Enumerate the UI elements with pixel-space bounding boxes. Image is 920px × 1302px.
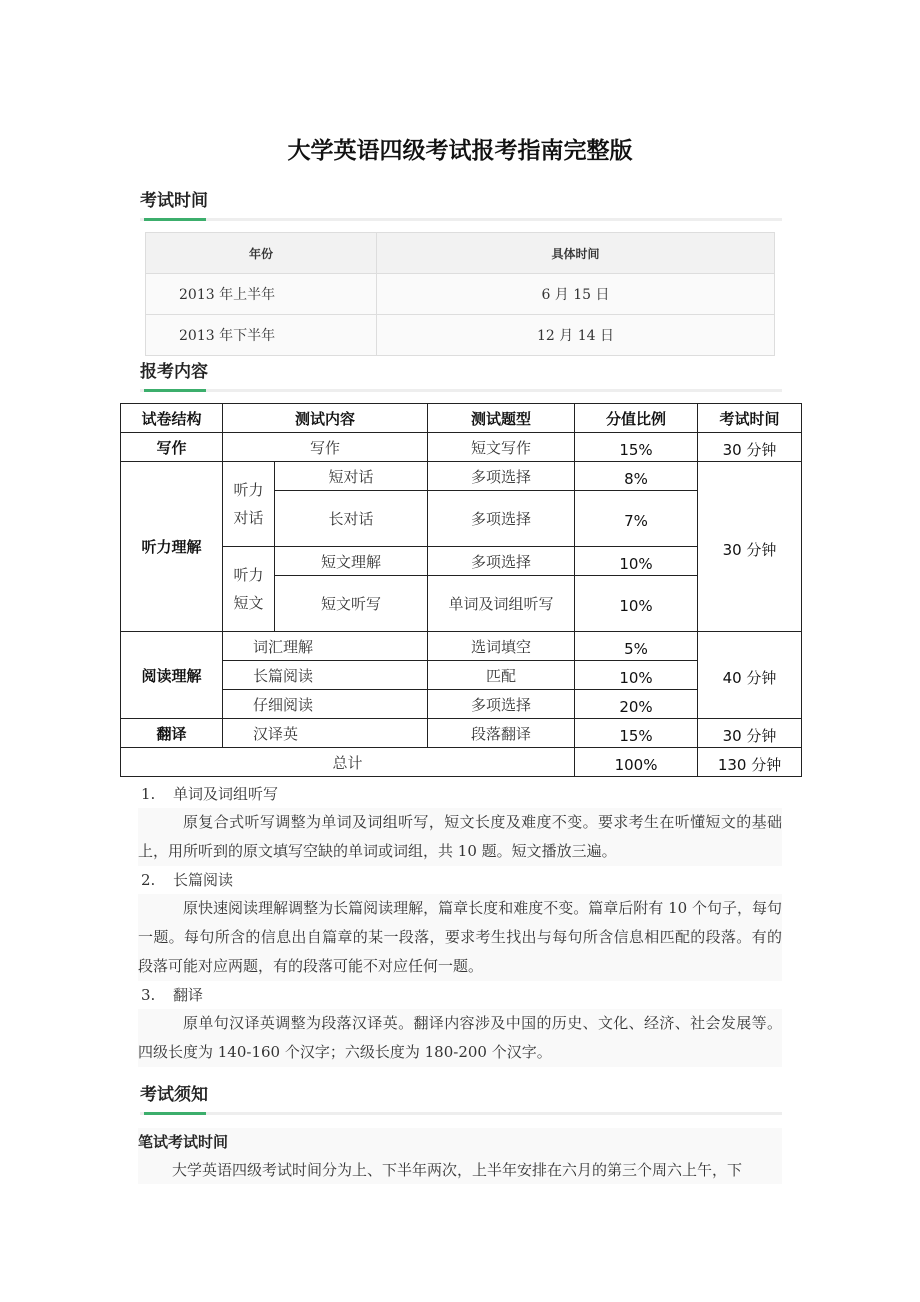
type-cell: 多项选择 (428, 491, 575, 547)
ratio-cell: 7% (575, 491, 698, 547)
time-cell: 30 分钟 (698, 462, 802, 632)
ratio-cell: 5% (575, 632, 698, 661)
header-cell: 测试内容 (223, 404, 428, 433)
content-cell: 短文理解 (275, 547, 428, 576)
section-heading-exam-time: 考试时间 (140, 191, 208, 211)
note-heading (138, 780, 782, 808)
group-label: 听力对话 (233, 481, 264, 527)
time-cell: 30 分钟 (698, 719, 802, 748)
note-number: 2. (141, 871, 156, 889)
time-cell: 130 分钟 (698, 748, 802, 777)
note-paragraph: 原快速阅读理解调整为长篇阅读理解，篇章长度和难度不变。篇章后附有 10 个句子，每句一题。每句所含的信息出自篇章的某一段落，要求考生找出与每句所含信息相匹配的段落。有的段落可能对应两题，有的段落可能不对应任何一题。 (138, 894, 782, 981)
exam-content-table (120, 403, 802, 777)
header-cell: 测试题型 (428, 404, 575, 433)
content-cell: 短文听写 (275, 576, 428, 632)
total-label-cell: 总计 (121, 748, 575, 777)
note-heading (138, 866, 782, 894)
header-cell: 具体时间 (377, 233, 775, 274)
note-paragraph: 原复合式听写调整为单词及词组听写，短文长度及难度不变。要求考生在听懂短文的基础上，用所听到的原文填写空缺的单词或词组，共 10 题。短文播放三遍。 (138, 808, 782, 866)
section-divider (140, 389, 782, 392)
group-label: 听力短文 (233, 566, 264, 612)
type-cell: 单词及词组听写 (428, 576, 575, 632)
section-divider-accent (144, 1112, 206, 1115)
header-cell: 年份 (146, 233, 377, 274)
table-row (146, 274, 775, 315)
note-paragraph: 原单句汉译英调整为段落汉译英。翻译内容涉及中国的历史、文化、经济、社会发展等。四级长度为 140-160 个汉字；六级长度为 180-200 个汉字。 (138, 1009, 782, 1067)
content-cell: 词汇理解 (223, 632, 428, 661)
ratio-cell: 8% (575, 462, 698, 491)
type-cell: 多项选择 (428, 462, 575, 491)
header-cell: 考试时间 (698, 404, 802, 433)
type-cell: 段落翻译 (428, 719, 575, 748)
note-heading (138, 981, 782, 1009)
time-cell: 30 分钟 (698, 433, 802, 462)
ratio-cell: 15% (575, 719, 698, 748)
category-cell: 听力理解 (121, 462, 223, 632)
ratio-cell: 100% (575, 748, 698, 777)
table-header-row (146, 233, 775, 274)
note-title: 翻译 (173, 986, 204, 1004)
time-cell: 40 分钟 (698, 632, 802, 719)
header-cell: 分值比例 (575, 404, 698, 433)
ratio-cell: 10% (575, 576, 698, 632)
category-cell: 阅读理解 (121, 632, 223, 719)
section-divider-accent (144, 389, 206, 392)
table-total-row (121, 748, 802, 777)
type-cell: 短文写作 (428, 433, 575, 462)
type-cell: 多项选择 (428, 690, 575, 719)
table-row (121, 632, 802, 661)
type-cell: 匹配 (428, 661, 575, 690)
note-title: 单词及词组听写 (173, 785, 279, 803)
page-title: 大学英语四级考试报考指南完整版 (287, 138, 633, 164)
table-row (146, 315, 775, 356)
year-cell: 2013 年下半年 (146, 315, 377, 356)
table-row (121, 719, 802, 748)
category-cell: 写作 (121, 433, 223, 462)
date-cell: 12 月 14 日 (377, 315, 775, 356)
notice-paragraph: 大学英语四级考试时间分为上、下半年两次，上半年安排在六月的第三个周六上午，下 (138, 1156, 782, 1184)
table-row (121, 433, 802, 462)
year-cell: 2013 年上半年 (146, 274, 377, 315)
notes-list (138, 780, 782, 1067)
subheading-written-exam-time: 笔试考试时间 (138, 1128, 782, 1156)
listening-group-passage (223, 547, 275, 632)
note-number: 3. (141, 986, 156, 1004)
note-title: 长篇阅读 (173, 871, 234, 889)
ratio-cell: 10% (575, 547, 698, 576)
type-cell: 多项选择 (428, 547, 575, 576)
header-cell: 试卷结构 (121, 404, 223, 433)
section-heading-exam-notice: 考试须知 (140, 1085, 208, 1105)
content-cell: 长对话 (275, 491, 428, 547)
type-cell: 选词填空 (428, 632, 575, 661)
category-cell: 翻译 (121, 719, 223, 748)
content-cell: 长篇阅读 (223, 661, 428, 690)
ratio-cell: 10% (575, 661, 698, 690)
section-divider-accent (144, 218, 206, 221)
section-divider (140, 218, 782, 221)
listening-group-dialogue (223, 462, 275, 547)
ratio-cell: 15% (575, 433, 698, 462)
table-header-row (121, 404, 802, 433)
content-cell: 写作 (223, 433, 428, 462)
content-cell: 仔细阅读 (223, 690, 428, 719)
table-row (121, 462, 802, 491)
ratio-cell: 20% (575, 690, 698, 719)
date-cell: 6 月 15 日 (377, 274, 775, 315)
note-number: 1. (141, 785, 156, 803)
content-cell: 短对话 (275, 462, 428, 491)
section-heading-exam-content: 报考内容 (140, 362, 208, 382)
section-divider (140, 1112, 782, 1115)
exam-time-table (145, 232, 775, 356)
content-cell: 汉译英 (223, 719, 428, 748)
